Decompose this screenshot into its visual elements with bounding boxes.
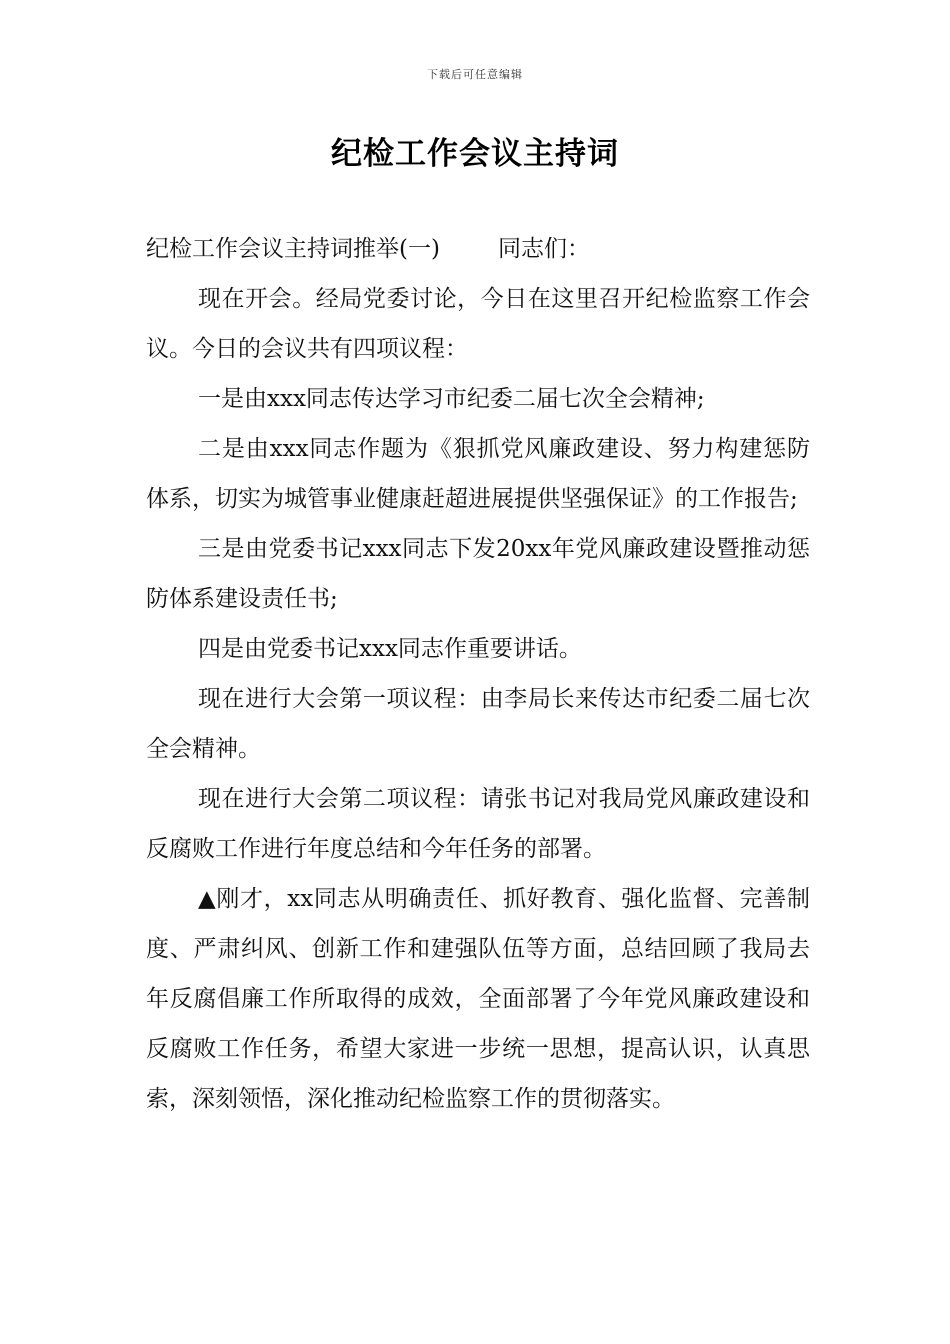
document-body	[146, 224, 810, 1124]
paragraph-agenda-4: 四是由党委书记xxx同志作重要讲话。	[198, 636, 582, 662]
paragraph-agenda-1: 一是由xxx同志传达学习市纪委二届七次全会精神;	[198, 386, 705, 412]
intro-line	[146, 224, 810, 274]
header-note: 下载后可任意编辑	[427, 68, 523, 81]
intro-salutation: 同志们：	[497, 236, 590, 262]
paragraph-item-two: 现在进行大会第二项议程：请张书记对我局党风廉政建设和反腐败工作进行年度总结和今年任务的部署。	[146, 786, 810, 862]
paragraph-item-one: 现在进行大会第一项议程：由李局长来传达市纪委二届七次全会精神。	[146, 686, 810, 762]
paragraph-agenda-3: 三是由党委书记xxx同志下发20xx年党风廉政建设暨推动惩防体系建设责任书;	[146, 536, 810, 612]
paragraph-opening: 现在开会。经局党委讨论，今日在这里召开纪检监察工作会议。今日的会议共有四项议程：	[146, 286, 810, 362]
intro-heading: 纪检工作会议主持词推举(一)	[146, 236, 440, 262]
paragraph-summary: ▲刚才，xx同志从明确责任、抓好教育、强化监督、完善制度、严肃纠风、创新工作和建强队伍等方面，总结回顾了我局去年反腐倡廉工作所取得的成效，全面部署了今年党风廉政建设和反腐败工作任务，希望大家进一步统一思想，提高认识，认真思索，深刻领悟，深化推动纪检监察工作的贯彻落实。	[146, 886, 810, 1112]
document-title: 纪检工作会议主持词	[331, 136, 619, 172]
paragraph-agenda-2: 二是由xxx同志作题为《狠抓党风廉政建设、努力构建惩防体系，切实为城管事业健康赶超进展提供坚强保证》的工作报告;	[146, 436, 810, 512]
